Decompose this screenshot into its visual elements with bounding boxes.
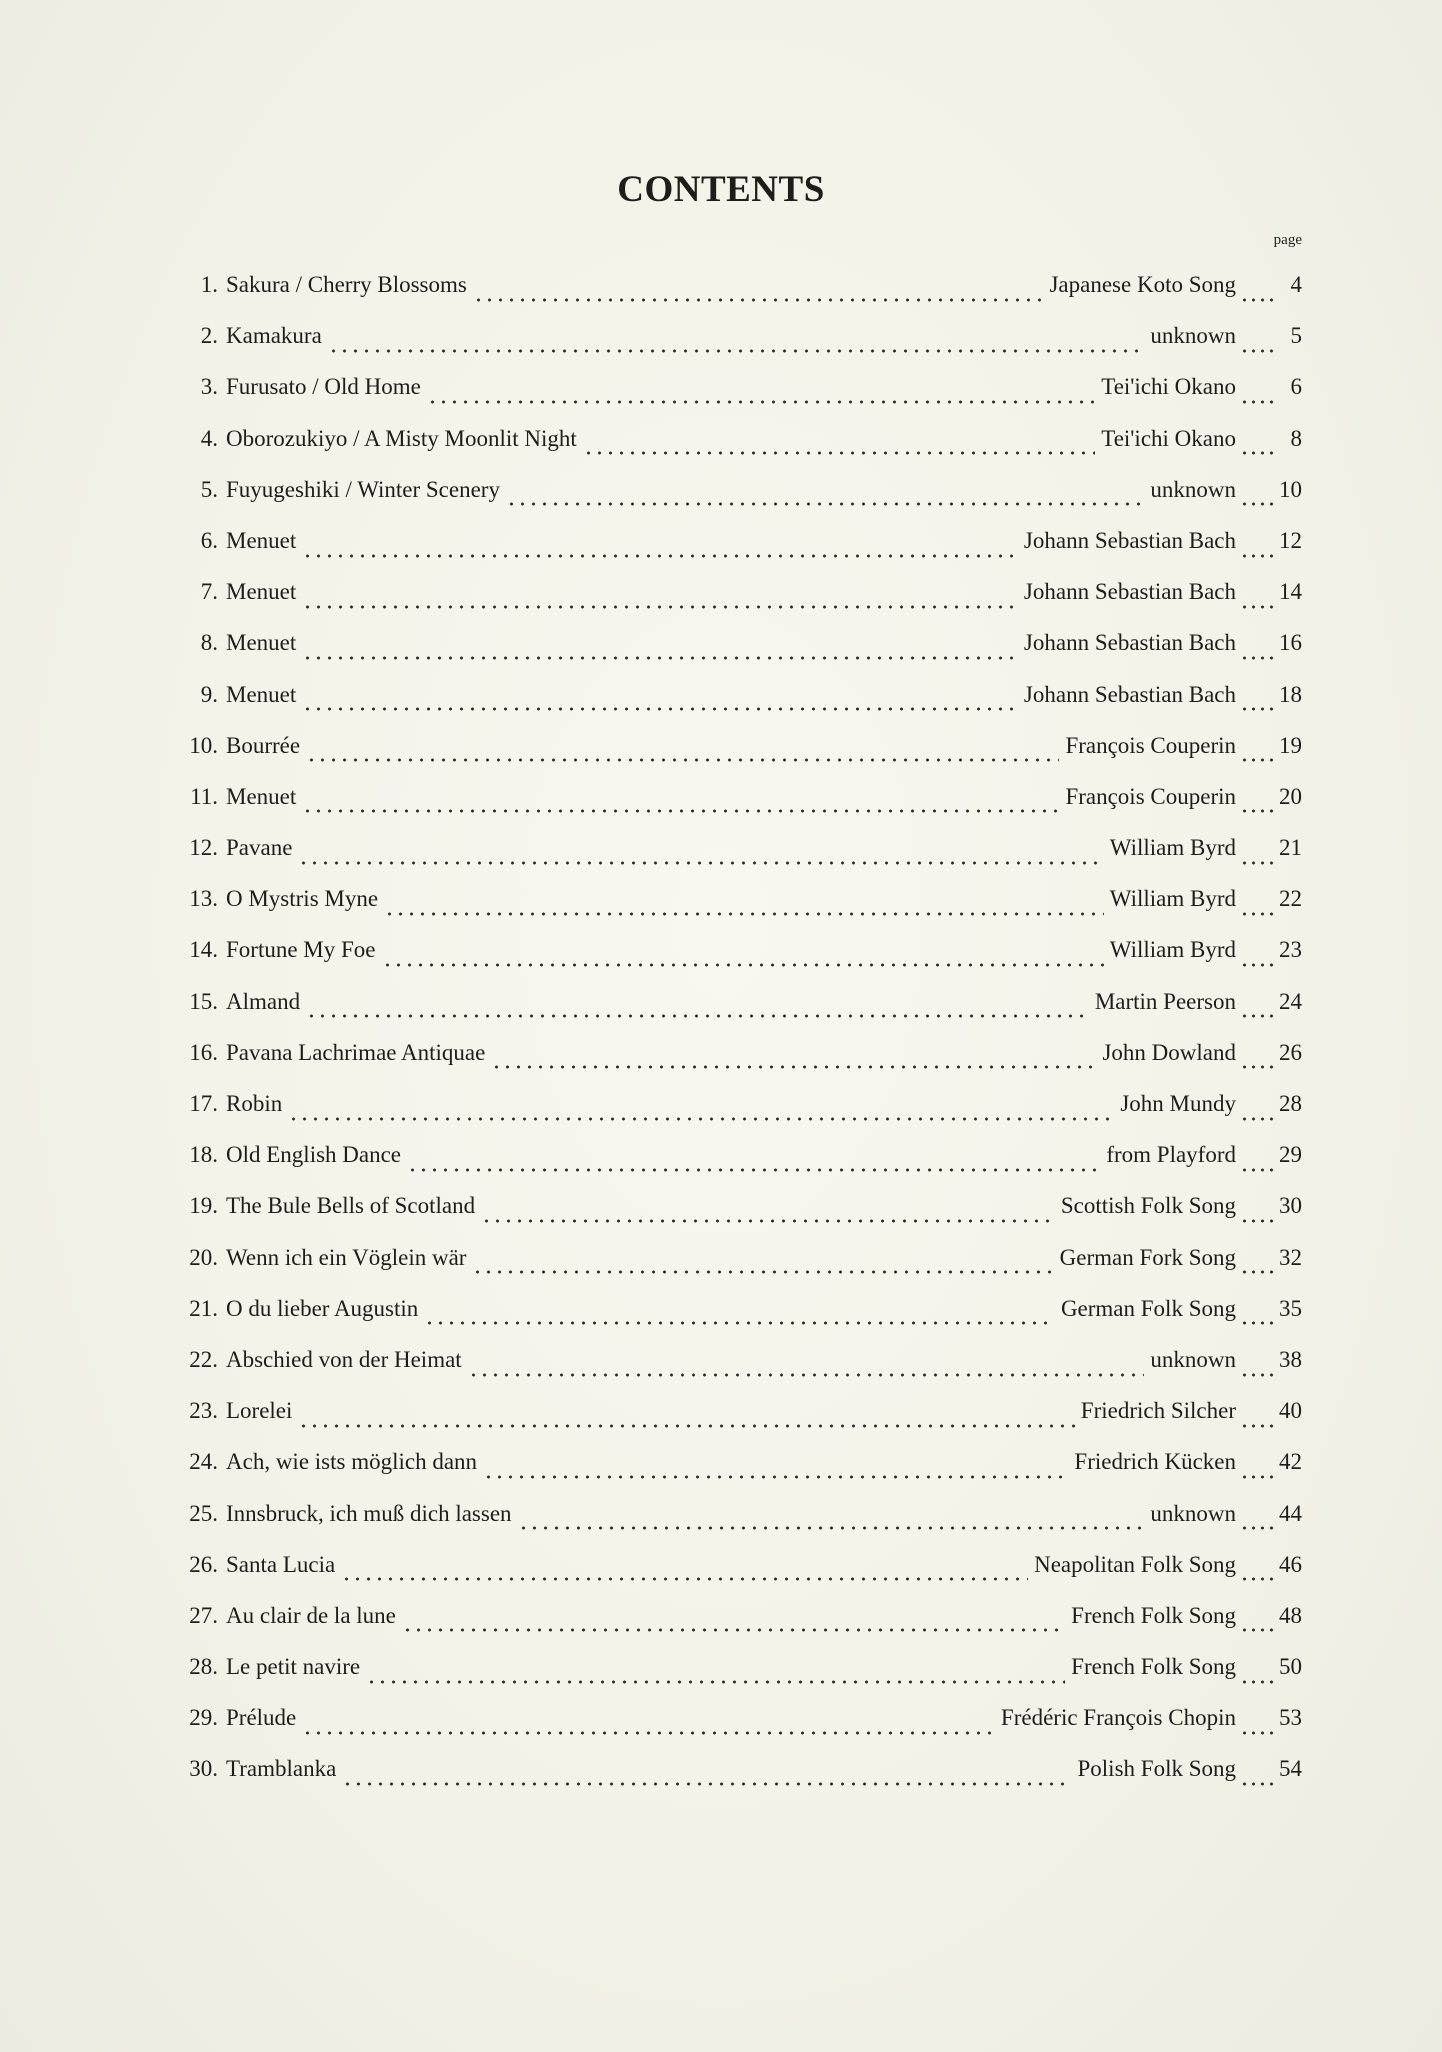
- entry-title: Fuyugeshiki / Winter Scenery: [226, 476, 500, 502]
- contents-entry: [170, 1296, 1302, 1347]
- dot-leader-short: [1240, 400, 1276, 404]
- dot-leader: [342, 1782, 1071, 1786]
- entry-page-number: 12: [1279, 527, 1302, 553]
- dot-leader: [481, 1219, 1055, 1223]
- entry-title: Lorelei: [226, 1398, 293, 1424]
- dot-leader-short: [1240, 1782, 1276, 1786]
- page-title: CONTENTS: [617, 169, 825, 210]
- dot-leader: [483, 1475, 1068, 1479]
- entry-composer: William Byrd: [1109, 835, 1236, 861]
- dot-leader-short: [1240, 1321, 1276, 1325]
- dot-leader-short: [1240, 1373, 1276, 1377]
- entry-number: 9.: [200, 681, 218, 707]
- dot-leader: [424, 1321, 1055, 1325]
- entry-page-number: 16: [1279, 630, 1302, 656]
- dot-leader: [328, 349, 1145, 353]
- contents-entry: [170, 733, 1302, 784]
- dot-leader-short: [1240, 1680, 1276, 1684]
- dot-leader-short: [1240, 554, 1276, 558]
- contents-entry: [170, 323, 1302, 374]
- entry-number: 20.: [189, 1244, 218, 1270]
- entry-title: Robin: [226, 1091, 283, 1116]
- entry-page-number: 35: [1279, 1295, 1302, 1321]
- contents-entry: [170, 1552, 1302, 1603]
- entry-number: 30.: [189, 1756, 218, 1782]
- entry-page-number: 42: [1279, 1449, 1302, 1475]
- entry-number: 28.: [189, 1654, 218, 1680]
- entry-composer: French Folk Song: [1071, 1602, 1236, 1628]
- entry-composer: Scottish Folk Song: [1060, 1193, 1236, 1219]
- entry-number: 25.: [189, 1500, 218, 1526]
- entry-composer: Frédéric François Chopin: [1000, 1705, 1236, 1731]
- dot-leader: [306, 1014, 1089, 1018]
- dot-leader-short: [1240, 809, 1276, 813]
- entry-number: 6.: [200, 527, 218, 553]
- dot-leader-short: [1240, 298, 1276, 302]
- dot-leader: [583, 451, 1095, 455]
- entry-number: 12.: [189, 835, 218, 861]
- entry-number: 26.: [189, 1551, 218, 1577]
- entry-number: 5.: [200, 476, 218, 502]
- entry-composer: Polish Folk Song: [1077, 1756, 1236, 1782]
- dot-leader-short: [1240, 605, 1276, 609]
- entry-page-number: 44: [1279, 1500, 1302, 1526]
- contents-entry: [170, 682, 1302, 733]
- entry-title: Innsbruck, ich muß dich lassen: [226, 1500, 512, 1526]
- dot-leader-short: [1240, 1014, 1276, 1018]
- dot-leader-short: [1240, 1628, 1276, 1632]
- entry-number: 24.: [189, 1449, 218, 1475]
- entry-title: Le petit navire: [226, 1654, 361, 1680]
- entry-composer: John Dowland: [1102, 1039, 1236, 1065]
- contents-entry: [170, 374, 1302, 425]
- entry-page-number: 14: [1279, 579, 1302, 605]
- entry-title: Furusato / Old Home: [226, 374, 421, 400]
- entry-title: Au clair de la lune: [226, 1602, 396, 1628]
- entry-composer: unknown: [1150, 1346, 1236, 1372]
- entry-composer: William Byrd: [1109, 937, 1236, 963]
- dot-leader-short: [1240, 1065, 1276, 1069]
- entry-page-number: 19: [1279, 732, 1302, 758]
- contents-entry: [170, 1501, 1302, 1552]
- entry-page-number: 26: [1279, 1039, 1302, 1065]
- entry-page-number: 28: [1279, 1091, 1302, 1116]
- entry-composer: Johann Sebastian Bach: [1023, 527, 1236, 553]
- contents-list: [170, 272, 1302, 1808]
- entry-title: Menuet: [226, 783, 297, 809]
- dot-leader-short: [1240, 1424, 1276, 1428]
- entry-composer: Martin Peerson: [1094, 988, 1236, 1014]
- entry-composer: Japanese Koto Song: [1049, 272, 1236, 297]
- entry-title: Oborozukiyo / A Misty Moonlit Night: [226, 425, 577, 451]
- contents-entry: [170, 1603, 1302, 1654]
- entry-number: 4.: [200, 425, 218, 451]
- dot-leader-short: [1240, 758, 1276, 762]
- entry-page-number: 22: [1279, 886, 1302, 912]
- entry-number: 13.: [189, 886, 218, 912]
- contents-entry: [170, 272, 1302, 323]
- entry-number: 16.: [189, 1039, 218, 1065]
- entry-title: Pavane: [226, 835, 293, 861]
- dot-leader-short: [1240, 502, 1276, 506]
- entry-composer: from Playford: [1106, 1142, 1236, 1168]
- entry-composer: William Byrd: [1109, 886, 1236, 912]
- contents-entry: [170, 1040, 1302, 1091]
- dot-leader: [491, 1065, 1096, 1069]
- entry-number: 2.: [200, 323, 218, 349]
- entry-number: 7.: [200, 579, 218, 605]
- entry-page-number: 54: [1279, 1756, 1302, 1782]
- contents-entry: [170, 579, 1302, 630]
- dot-leader-short: [1240, 1270, 1276, 1274]
- entry-page-number: 46: [1279, 1551, 1302, 1577]
- page-column-label: page: [1273, 232, 1302, 248]
- entry-page-number: 10: [1279, 476, 1302, 502]
- entry-composer: Johann Sebastian Bach: [1023, 681, 1236, 707]
- dot-leader-short: [1240, 1117, 1276, 1121]
- entry-title: Fortune My Foe: [226, 937, 376, 963]
- entry-title: Santa Lucia: [226, 1551, 336, 1577]
- entry-number: 22.: [189, 1346, 218, 1372]
- dot-leader: [427, 400, 1095, 404]
- dot-leader-short: [1240, 707, 1276, 711]
- dot-leader: [302, 656, 1018, 660]
- entry-title: Menuet: [226, 681, 297, 707]
- entry-number: 18.: [189, 1142, 218, 1168]
- contents-entry: [170, 989, 1302, 1040]
- entry-number: 29.: [189, 1705, 218, 1731]
- entry-number: 8.: [200, 630, 218, 656]
- entry-page-number: 8: [1290, 425, 1302, 451]
- dot-leader-short: [1240, 861, 1276, 865]
- dot-leader: [302, 707, 1018, 711]
- dot-leader-short: [1240, 451, 1276, 455]
- dot-leader: [468, 1373, 1145, 1377]
- entry-title: Prélude: [226, 1705, 297, 1731]
- entry-composer: French Folk Song: [1071, 1654, 1236, 1680]
- dot-leader: [302, 554, 1018, 558]
- entry-number: 10.: [189, 732, 218, 758]
- entry-composer: Tei'ichi Okano: [1101, 374, 1236, 400]
- dot-leader-short: [1240, 656, 1276, 660]
- contents-entry: [170, 1245, 1302, 1296]
- entry-page-number: 5: [1290, 323, 1302, 349]
- entry-page-number: 30: [1279, 1193, 1302, 1219]
- dot-leader: [341, 1577, 1028, 1581]
- dot-leader: [518, 1526, 1145, 1530]
- entry-composer: unknown: [1150, 1500, 1236, 1526]
- dot-leader-short: [1240, 1731, 1276, 1735]
- entry-composer: Friedrich Kücken: [1074, 1449, 1236, 1475]
- entry-title: O Mystris Myne: [226, 886, 379, 912]
- entry-page-number: 23: [1279, 937, 1302, 963]
- dot-leader: [366, 1680, 1065, 1684]
- entry-composer: German Fork Song: [1059, 1244, 1236, 1270]
- contents-entry: [170, 1449, 1302, 1500]
- entry-number: 21.: [189, 1295, 218, 1321]
- dot-leader: [506, 502, 1144, 506]
- entry-number: 3.: [200, 374, 218, 400]
- contents-entry: [170, 1398, 1302, 1449]
- entry-composer: unknown: [1150, 323, 1236, 349]
- contents-entry: [170, 1654, 1302, 1705]
- entry-number: 27.: [189, 1602, 218, 1628]
- entry-title: Wenn ich ein Vöglein wär: [226, 1244, 467, 1270]
- entry-title: Abschied von der Heimat: [226, 1346, 462, 1372]
- dot-leader: [382, 963, 1104, 967]
- dot-leader-short: [1240, 1526, 1276, 1530]
- entry-composer: John Mundy: [1120, 1091, 1236, 1116]
- entry-title: Bourrée: [226, 732, 301, 758]
- entry-number: 15.: [189, 988, 218, 1014]
- dot-leader: [298, 1424, 1074, 1428]
- entry-composer: Johann Sebastian Bach: [1023, 630, 1236, 656]
- dot-leader-short: [1240, 963, 1276, 967]
- dot-leader-short: [1240, 1577, 1276, 1581]
- dot-leader: [402, 1628, 1065, 1632]
- entry-number: 17.: [189, 1091, 218, 1116]
- contents-entry: [170, 1347, 1302, 1398]
- entry-composer: Friedrich Silcher: [1080, 1398, 1236, 1424]
- entry-title: Menuet: [226, 579, 297, 605]
- entry-title: Sakura / Cherry Blossoms: [226, 272, 467, 297]
- entry-title: Kamakura: [226, 323, 322, 349]
- entry-page-number: 38: [1279, 1346, 1302, 1372]
- contents-entry: [170, 784, 1302, 835]
- entry-title: Menuet: [226, 630, 297, 656]
- entry-number: 1.: [200, 272, 218, 297]
- contents-entry: [170, 630, 1302, 681]
- entry-page-number: 20: [1279, 783, 1302, 809]
- dot-leader: [384, 912, 1104, 916]
- entry-page-number: 18: [1279, 681, 1302, 707]
- entry-page-number: 40: [1279, 1398, 1302, 1424]
- contents-entry: [170, 1091, 1302, 1142]
- entry-title: Old English Dance: [226, 1142, 402, 1168]
- entry-title: The Bule Bells of Scotland: [226, 1193, 476, 1219]
- contents-entry: [170, 1193, 1302, 1244]
- entry-title: Pavana Lachrimae Antiquae: [226, 1039, 486, 1065]
- dot-leader: [288, 1117, 1114, 1121]
- contents-entry: [170, 937, 1302, 988]
- entry-page-number: 50: [1279, 1654, 1302, 1680]
- entry-number: 19.: [189, 1193, 218, 1219]
- entry-number: 14.: [189, 937, 218, 963]
- contents-entry: [170, 477, 1302, 528]
- dot-leader-short: [1240, 1168, 1276, 1172]
- entry-composer: François Couperin: [1065, 783, 1236, 809]
- dot-leader: [298, 861, 1103, 865]
- entry-title: Menuet: [226, 527, 297, 553]
- entry-page-number: 21: [1279, 835, 1302, 861]
- dot-leader-short: [1240, 1475, 1276, 1479]
- entry-page-number: 6: [1290, 374, 1302, 400]
- entry-composer: Neapolitan Folk Song: [1034, 1551, 1236, 1577]
- contents-entry: [170, 1705, 1302, 1756]
- entry-page-number: 53: [1279, 1705, 1302, 1731]
- contents-entry: [170, 426, 1302, 477]
- contents-entry: [170, 528, 1302, 579]
- dot-leader-short: [1240, 912, 1276, 916]
- dot-leader-short: [1240, 1219, 1276, 1223]
- entry-number: 23.: [189, 1398, 218, 1424]
- entry-title: O du lieber Augustin: [226, 1295, 419, 1321]
- contents-entry: [170, 886, 1302, 937]
- contents-entry: [170, 835, 1302, 886]
- entry-composer: François Couperin: [1065, 732, 1236, 758]
- entry-page-number: 48: [1279, 1602, 1302, 1628]
- dot-leader: [472, 1270, 1053, 1274]
- dot-leader: [473, 298, 1044, 302]
- entry-composer: Johann Sebastian Bach: [1023, 579, 1236, 605]
- dot-leader: [302, 809, 1059, 813]
- entry-title: Almand: [226, 988, 301, 1014]
- entry-page-number: 32: [1279, 1244, 1302, 1270]
- contents-entry: [170, 1142, 1302, 1193]
- dot-leader: [302, 605, 1018, 609]
- dot-leader: [306, 758, 1059, 762]
- dot-leader: [407, 1168, 1100, 1172]
- entry-page-number: 4: [1290, 272, 1302, 297]
- dot-leader: [302, 1731, 995, 1735]
- entry-page-number: 29: [1279, 1142, 1302, 1168]
- dot-leader-short: [1240, 349, 1276, 353]
- entry-composer: unknown: [1150, 476, 1236, 502]
- entry-page-number: 24: [1279, 988, 1302, 1014]
- entry-composer: Tei'ichi Okano: [1101, 425, 1236, 451]
- contents-entry: [170, 1756, 1302, 1807]
- entry-title: Ach, wie ists möglich dann: [226, 1449, 478, 1475]
- entry-number: 11.: [190, 783, 218, 809]
- entry-title: Tramblanka: [226, 1756, 337, 1782]
- entry-composer: German Folk Song: [1060, 1295, 1236, 1321]
